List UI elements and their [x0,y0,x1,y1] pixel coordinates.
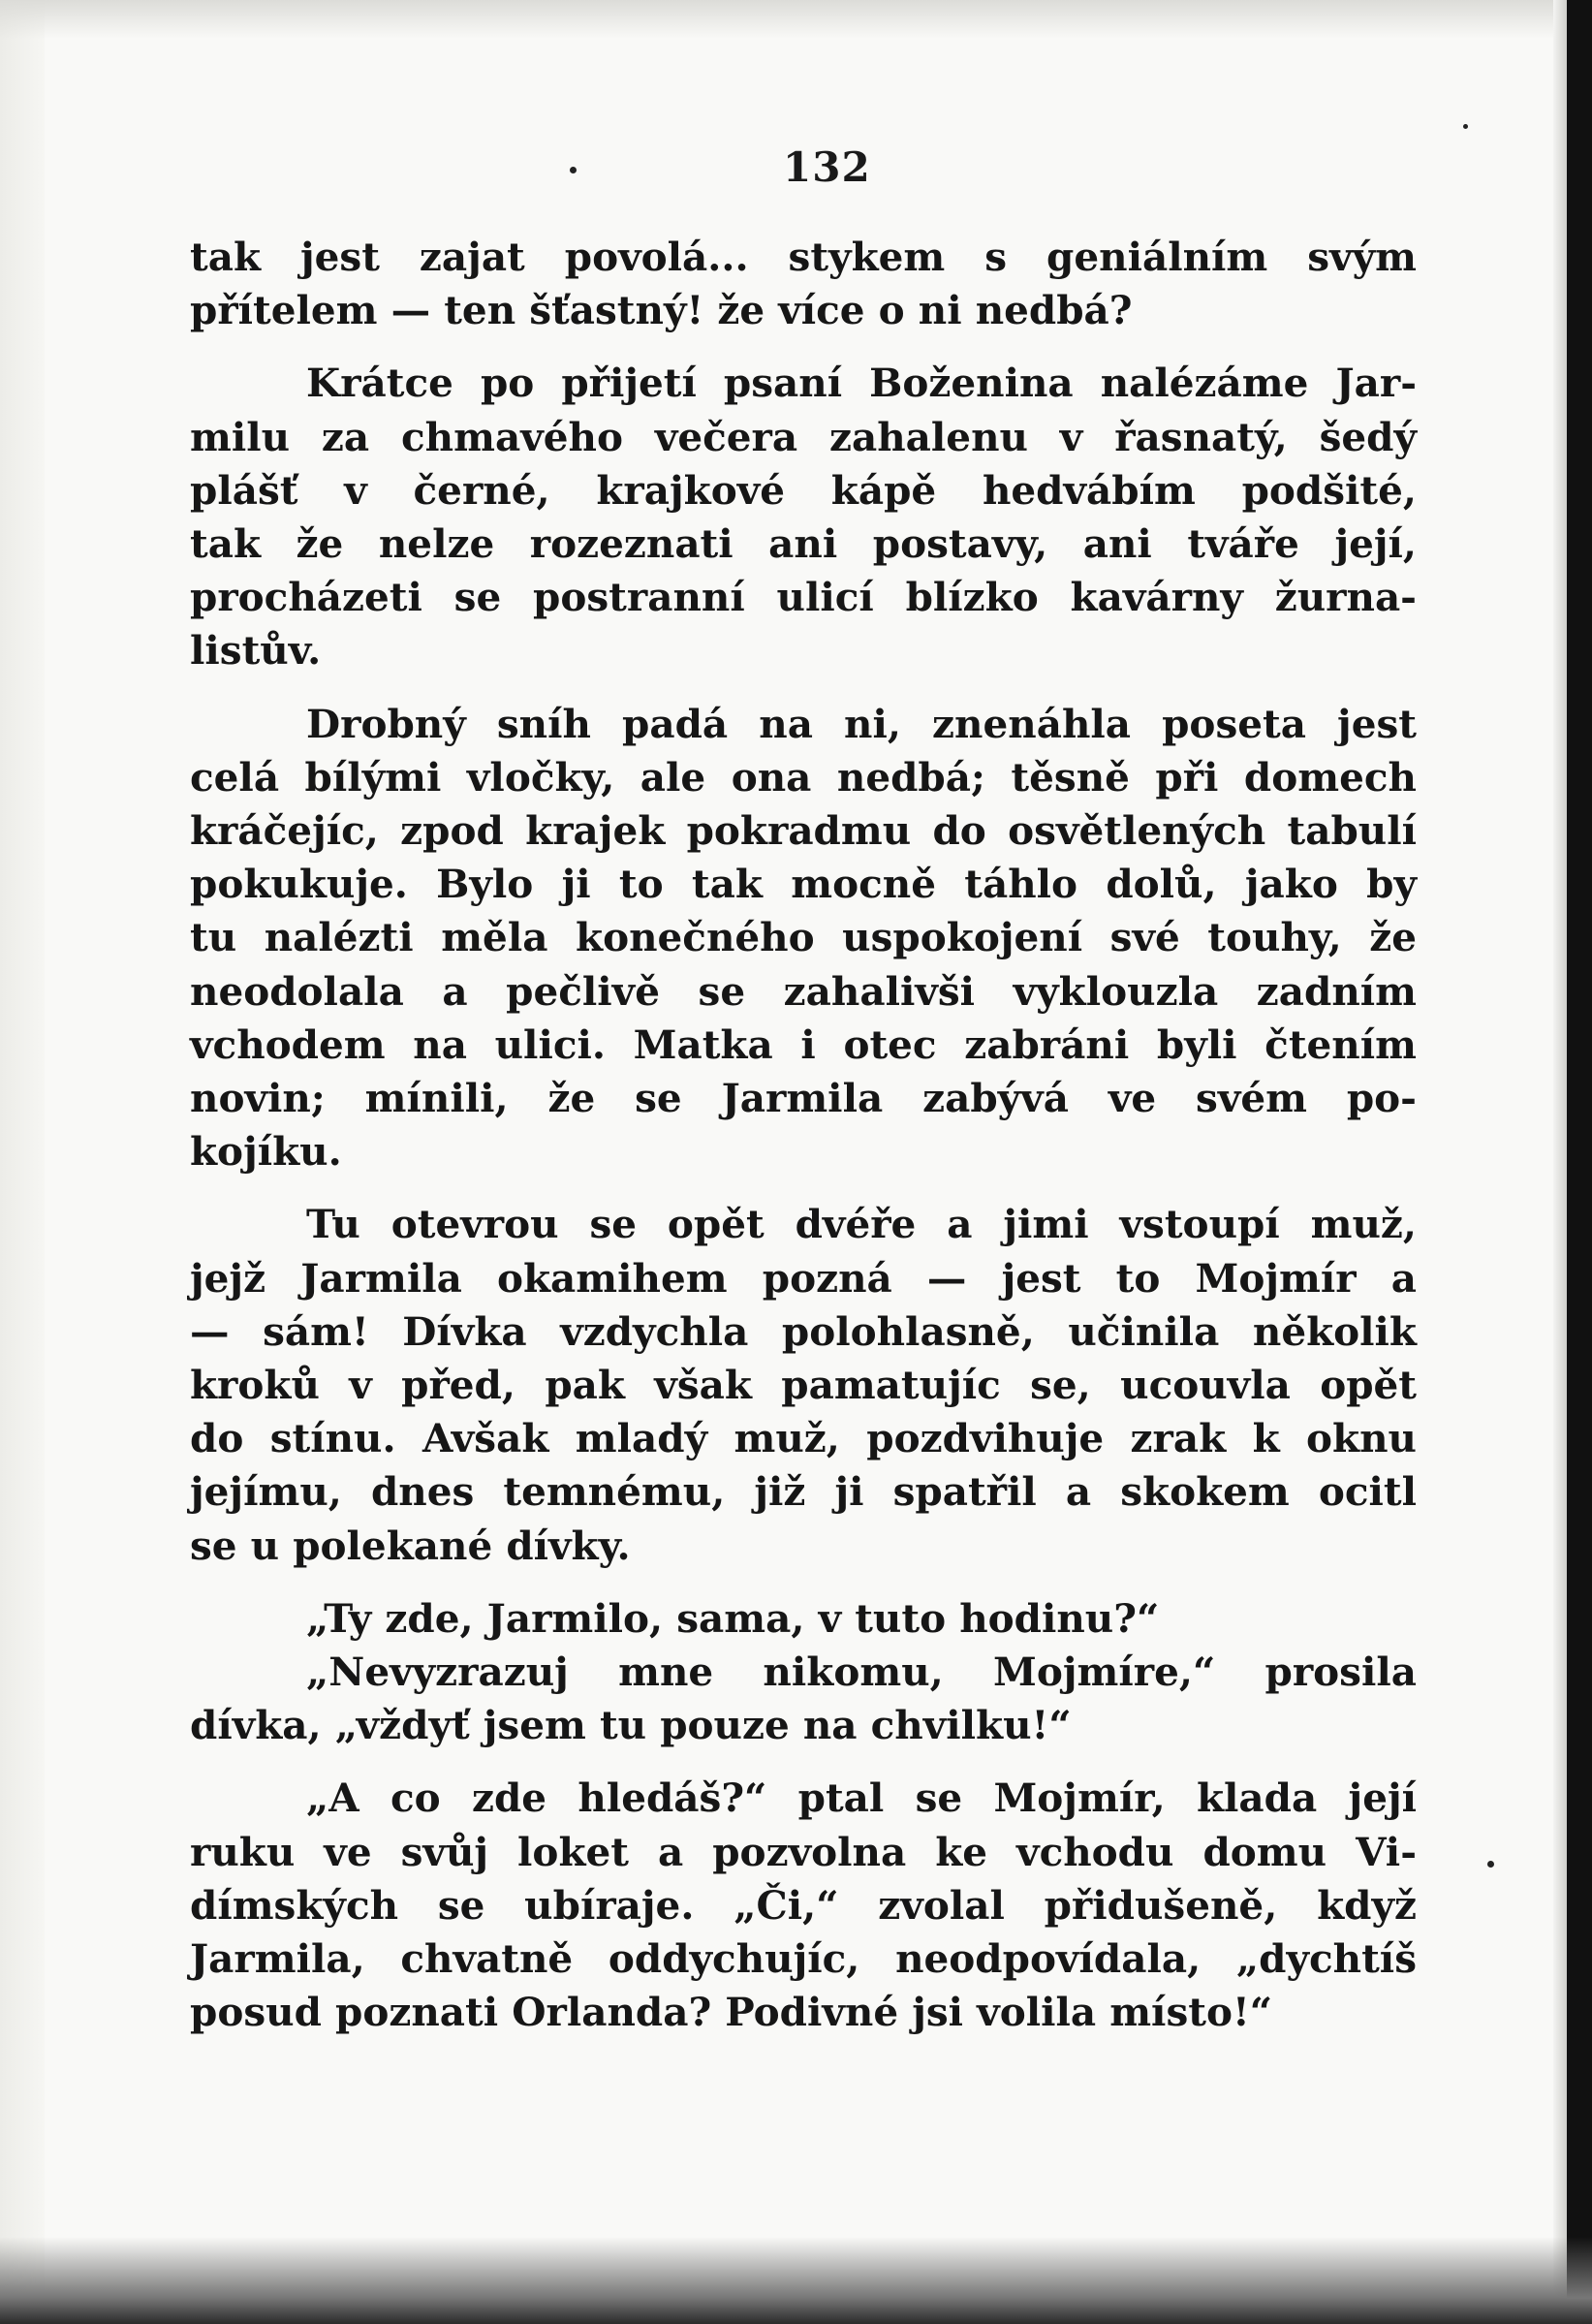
ink-speck [1463,124,1468,129]
paragraph [190,1592,1417,1646]
text-line: novin; mínili, že se Jarmila zabývá ve svém po- [190,1075,1417,1122]
ink-speck [570,167,577,173]
text-line: ruku ve svůj loket a pozvolna ke vchodu domu Vi- [190,1828,1417,1875]
paragraph [190,1198,1417,1572]
text-line: tak že nelze rozeznati ani postavy, ani tváře její, [190,520,1417,568]
paragraph [190,1772,1417,2039]
paragraph [190,698,1417,1179]
text-line: celá bílými vločky, ale ona nedbá; těsně při domech [190,753,1417,801]
page-bottom-shadow [0,2237,1592,2324]
text-line: se u polekané dívky. [190,1522,631,1569]
text-line: přítelem — ten šťastný! že více o ni nedbá? [190,287,1133,334]
text-line: dímských se ubíraje. „Či,“ zvolal přidušeně, když [190,1881,1417,1929]
text-line: milu za chmavého večera zahalenu v řasnatý, šedý [190,413,1417,460]
paragraph [190,357,1417,677]
text-line: Jarmila, chvatně oddychujíc, neodpovídala, „dychtíš [190,1935,1417,1983]
text-line: procházeti se postranní ulicí blízko kavárny žurna- [190,574,1417,621]
text-line: Tu otevrou se opět dvéře a jimi vstoupí muž, [306,1201,1417,1248]
top-smudge [0,0,1592,39]
text-line: posud poznati Orlanda? Podivné jsi volila místo!“ [190,1989,1273,2036]
text-line: kojíku. [190,1128,342,1176]
text-line: kroků v před, pak však pamatujíc se, ucouvla opět [190,1362,1417,1409]
text-line: „A co zde hledáš?“ ptal se Mojmír, klada její [306,1774,1417,1822]
body-text [190,231,1417,2040]
text-line: jejímu, dnes temnému, již ji spatřil a skokem ocitl [190,1468,1417,1516]
page-edge-left [0,0,45,2324]
text-line: plášť v černé, krajkové kápě hedvábím podšité, [190,466,1417,514]
text-line: do stínu. Avšak mladý muž, pozdvihuje zrak k oknu [190,1415,1417,1462]
text-line: kráčejíc, zpod krajek pokradmu do osvětlených tabulí [190,807,1417,855]
text-line: vchodem na ulici. Matka i otec zabráni byli čtením [190,1021,1417,1068]
paragraph [190,1646,1417,1752]
text-line: tu nalézti měla konečného uspokojení své touhy, že [190,914,1417,961]
text-line: neodolala a pečlivě se zahalivši vyklouzla zadním [190,967,1417,1015]
page-edge-right [1567,0,1592,2324]
text-line: dívka, „vždyť jsem tu pouze na chvilku!“ [190,1702,1072,1749]
page-gutter-shadow [1553,0,1567,2324]
text-line: jejž Jarmila okamihem pozná — jest to Mojmír a [190,1254,1417,1302]
text-line: Drobný sníh padá na ni, znenáhla poseta jest [306,700,1417,747]
text-line: „Ty zde, Jarmilo, sama, v tuto hodinu?“ [306,1594,1160,1642]
text-line: pokukuje. Bylo ji to tak mocně táhlo dolů, jako by [190,861,1417,908]
text-line: „Nevyzrazuj mne nikomu, Mojmíre,“ prosila [306,1649,1417,1696]
text-line: Krátce po přijetí psaní Boženina nalézáme Jar- [306,360,1417,407]
page-number: 132 [783,143,871,191]
ink-speck [1487,1861,1494,1868]
paragraph [190,231,1417,337]
text-line: listův. [190,627,322,675]
text-line: tak jest zajat povolá... stykem s geniálním svým [190,234,1417,280]
text-line: — sám! Dívka vzdychla polohlasně, učinila několik [190,1307,1417,1355]
